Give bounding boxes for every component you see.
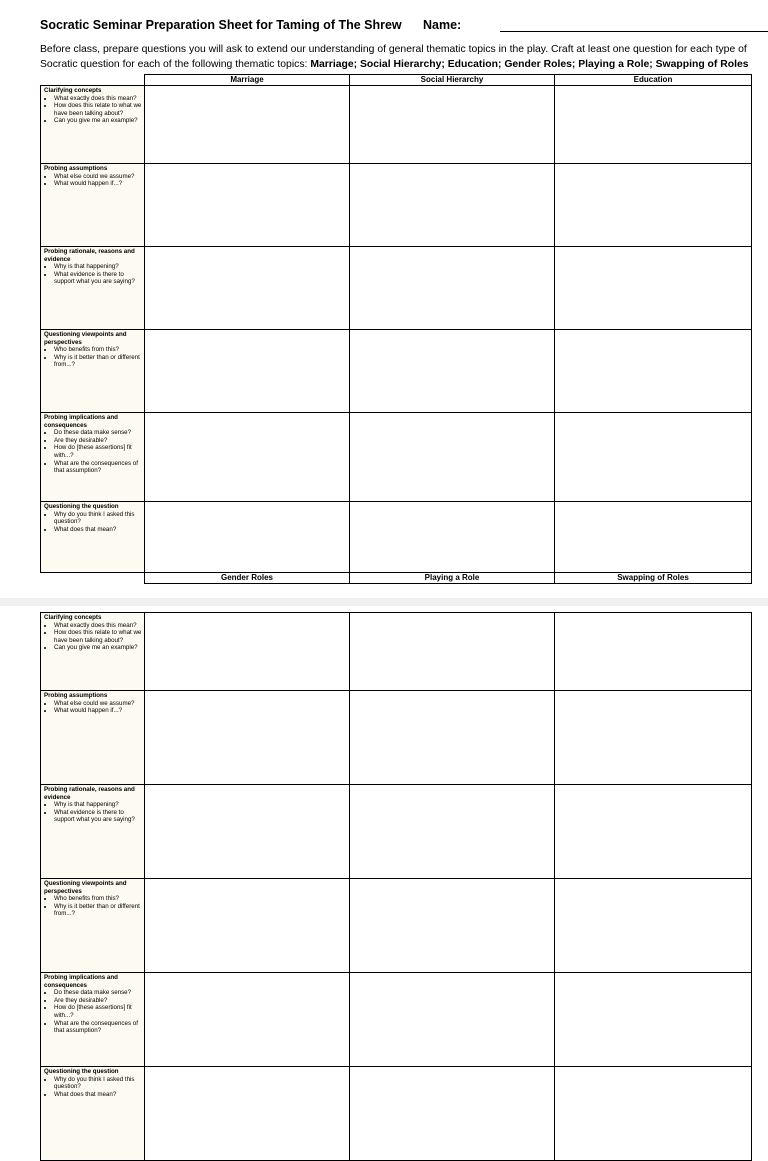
answer-cell[interactable] — [145, 1067, 350, 1161]
answer-cell[interactable] — [555, 973, 752, 1067]
question-type-cell — [41, 413, 145, 502]
answer-cell[interactable] — [145, 613, 350, 691]
question-type-heading: Clarifying concepts — [44, 87, 102, 94]
question-type-cell — [41, 879, 145, 973]
example-question: • How do [these assertions] fit with...? — [54, 444, 142, 459]
example-question: • Can you give me an example? — [54, 644, 142, 652]
table-row — [41, 164, 752, 247]
table-row — [41, 691, 752, 785]
example-questions-list — [44, 989, 142, 1035]
answer-cell[interactable] — [145, 879, 350, 973]
question-type-cell — [41, 330, 145, 413]
worksheet-title: Socratic Seminar Preparation Sheet for Taming of The Shrew — [40, 18, 402, 32]
example-questions-list — [44, 622, 142, 652]
question-table-2 — [40, 612, 752, 1161]
example-question: • How does this relate to what we have been talking about? — [54, 629, 142, 644]
example-question: • Why is it better than or different from...? — [54, 354, 142, 369]
question-type-cell — [41, 785, 145, 879]
example-question: • What evidence is there to support what you are saying? — [54, 271, 142, 286]
table-row — [41, 502, 752, 573]
answer-cell[interactable] — [145, 973, 350, 1067]
name-field-line[interactable] — [500, 31, 768, 32]
example-question: • What would happen if...? — [54, 707, 142, 715]
answer-cell[interactable] — [555, 413, 752, 502]
example-questions-list — [44, 511, 142, 534]
page-break — [0, 598, 768, 606]
example-questions-list — [44, 95, 142, 125]
question-type-heading: Probing rationale, reasons and evidence — [44, 786, 135, 801]
question-type-cell — [41, 247, 145, 330]
example-questions-list — [44, 801, 142, 824]
answer-cell[interactable] — [350, 330, 555, 413]
answer-cell[interactable] — [555, 785, 752, 879]
question-table-1 — [40, 74, 752, 584]
answer-cell[interactable] — [555, 164, 752, 247]
example-question: • Why do you think I asked this question? — [54, 511, 142, 526]
example-question: • What does that mean? — [54, 1091, 142, 1099]
column-header-gender-roles: Gender Roles — [145, 573, 350, 584]
column-header-swapping-of-roles: Swapping of Roles — [555, 573, 752, 584]
example-question: • What else could we assume? — [54, 700, 142, 708]
column-header-social-hierarchy: Social Hierarchy — [350, 75, 555, 86]
answer-cell[interactable] — [350, 86, 555, 164]
table-row — [41, 330, 752, 413]
question-type-heading: Questioning the question — [44, 1068, 119, 1075]
example-question: • Who benefits from this? — [54, 346, 142, 354]
example-question: • Why is that happening? — [54, 801, 142, 809]
example-question: • What does that mean? — [54, 526, 142, 534]
example-question: • What exactly does this mean? — [54, 622, 142, 630]
example-questions-list — [44, 173, 142, 188]
thematic-topics: Marriage; Social Hierarchy; Education; Gender Roles; Playing a Role; Swapping of Roles — [310, 59, 749, 70]
question-type-cell — [41, 973, 145, 1067]
instructions — [40, 42, 752, 72]
answer-cell[interactable] — [350, 247, 555, 330]
answer-cell[interactable] — [555, 86, 752, 164]
table-row — [41, 1067, 752, 1161]
answer-cell[interactable] — [145, 330, 350, 413]
question-type-heading: Probing implications and consequences — [44, 974, 118, 989]
answer-cell[interactable] — [350, 879, 555, 973]
instructions-text: Before class, prepare questions you will ask to extend our understanding of general thematic topics in the play. Craft at least one question for each type of Socratic question for each of the following thematic topics: — [40, 44, 747, 70]
example-questions-list — [44, 263, 142, 286]
example-question: • Why do you think I asked this question? — [54, 1076, 142, 1091]
answer-cell[interactable] — [555, 247, 752, 330]
example-questions-list — [44, 895, 142, 918]
answer-cell[interactable] — [145, 247, 350, 330]
example-question: • What else could we assume? — [54, 173, 142, 181]
answer-cell[interactable] — [555, 613, 752, 691]
answer-cell[interactable] — [350, 164, 555, 247]
question-type-cell — [41, 164, 145, 247]
example-question: • How do [these assertions] fit with...? — [54, 1004, 142, 1019]
table-row — [41, 613, 752, 691]
column-header-education: Education — [555, 75, 752, 86]
answer-cell[interactable] — [555, 502, 752, 573]
answer-cell[interactable] — [350, 613, 555, 691]
header-blank — [41, 75, 145, 86]
question-type-cell — [41, 1067, 145, 1161]
column-header-marriage: Marriage — [145, 75, 350, 86]
table-footer-row — [41, 573, 752, 584]
question-type-heading: Probing implications and consequences — [44, 414, 118, 429]
example-question: • What are the consequences of that assumption? — [54, 1020, 142, 1035]
example-questions-list — [44, 346, 142, 369]
example-question: • What evidence is there to support what you are saying? — [54, 809, 142, 824]
footer-blank — [41, 573, 145, 584]
question-type-cell — [41, 86, 145, 164]
example-question: • What exactly does this mean? — [54, 95, 142, 103]
example-question: • Who benefits from this? — [54, 895, 142, 903]
table-row — [41, 973, 752, 1067]
answer-cell[interactable] — [350, 691, 555, 785]
example-question: • What are the consequences of that assumption? — [54, 460, 142, 475]
example-question: • Do these data make sense? — [54, 989, 142, 997]
question-type-heading: Questioning viewpoints and perspectives — [44, 331, 127, 346]
table-row — [41, 247, 752, 330]
answer-cell[interactable] — [145, 502, 350, 573]
answer-cell[interactable] — [555, 330, 752, 413]
question-type-heading: Probing assumptions — [44, 692, 108, 699]
answer-cell[interactable] — [145, 691, 350, 785]
answer-cell[interactable] — [350, 1067, 555, 1161]
question-type-heading: Questioning the question — [44, 503, 119, 510]
answer-cell[interactable] — [555, 1067, 752, 1161]
table-row — [41, 879, 752, 973]
example-question: • Why is that happening? — [54, 263, 142, 271]
name-label: Name: — [423, 18, 462, 32]
answer-cell[interactable] — [350, 973, 555, 1067]
example-question: • Why is it better than or different from...? — [54, 903, 142, 918]
answer-cell[interactable] — [145, 86, 350, 164]
example-question: • Are they desirable? — [54, 997, 142, 1005]
example-question: • Can you give me an example? — [54, 117, 142, 125]
question-type-heading: Probing rationale, reasons and evidence — [44, 248, 135, 263]
table-header-row — [41, 75, 752, 86]
answer-cell[interactable] — [145, 413, 350, 502]
question-type-cell — [41, 502, 145, 573]
example-question: • Are they desirable? — [54, 437, 142, 445]
question-type-cell — [41, 613, 145, 691]
column-header-playing-a-role: Playing a Role — [350, 573, 555, 584]
title-row — [40, 16, 750, 38]
example-question: • How does this relate to what we have been talking about? — [54, 102, 142, 117]
answer-cell[interactable] — [145, 785, 350, 879]
example-questions-list — [44, 429, 142, 475]
example-questions-list — [44, 700, 142, 715]
answer-cell[interactable] — [555, 691, 752, 785]
table-row — [41, 86, 752, 164]
question-type-heading: Probing assumptions — [44, 165, 108, 172]
answer-cell[interactable] — [555, 879, 752, 973]
answer-cell[interactable] — [145, 164, 350, 247]
question-type-heading: Questioning viewpoints and perspectives — [44, 880, 127, 895]
example-question: • What would happen if...? — [54, 180, 142, 188]
example-questions-list — [44, 1076, 142, 1099]
answer-cell[interactable] — [350, 502, 555, 573]
answer-cell[interactable] — [350, 785, 555, 879]
question-type-cell — [41, 691, 145, 785]
table-row — [41, 413, 752, 502]
example-question: • Do these data make sense? — [54, 429, 142, 437]
answer-cell[interactable] — [350, 413, 555, 502]
question-type-heading: Clarifying concepts — [44, 614, 102, 621]
table-row — [41, 785, 752, 879]
